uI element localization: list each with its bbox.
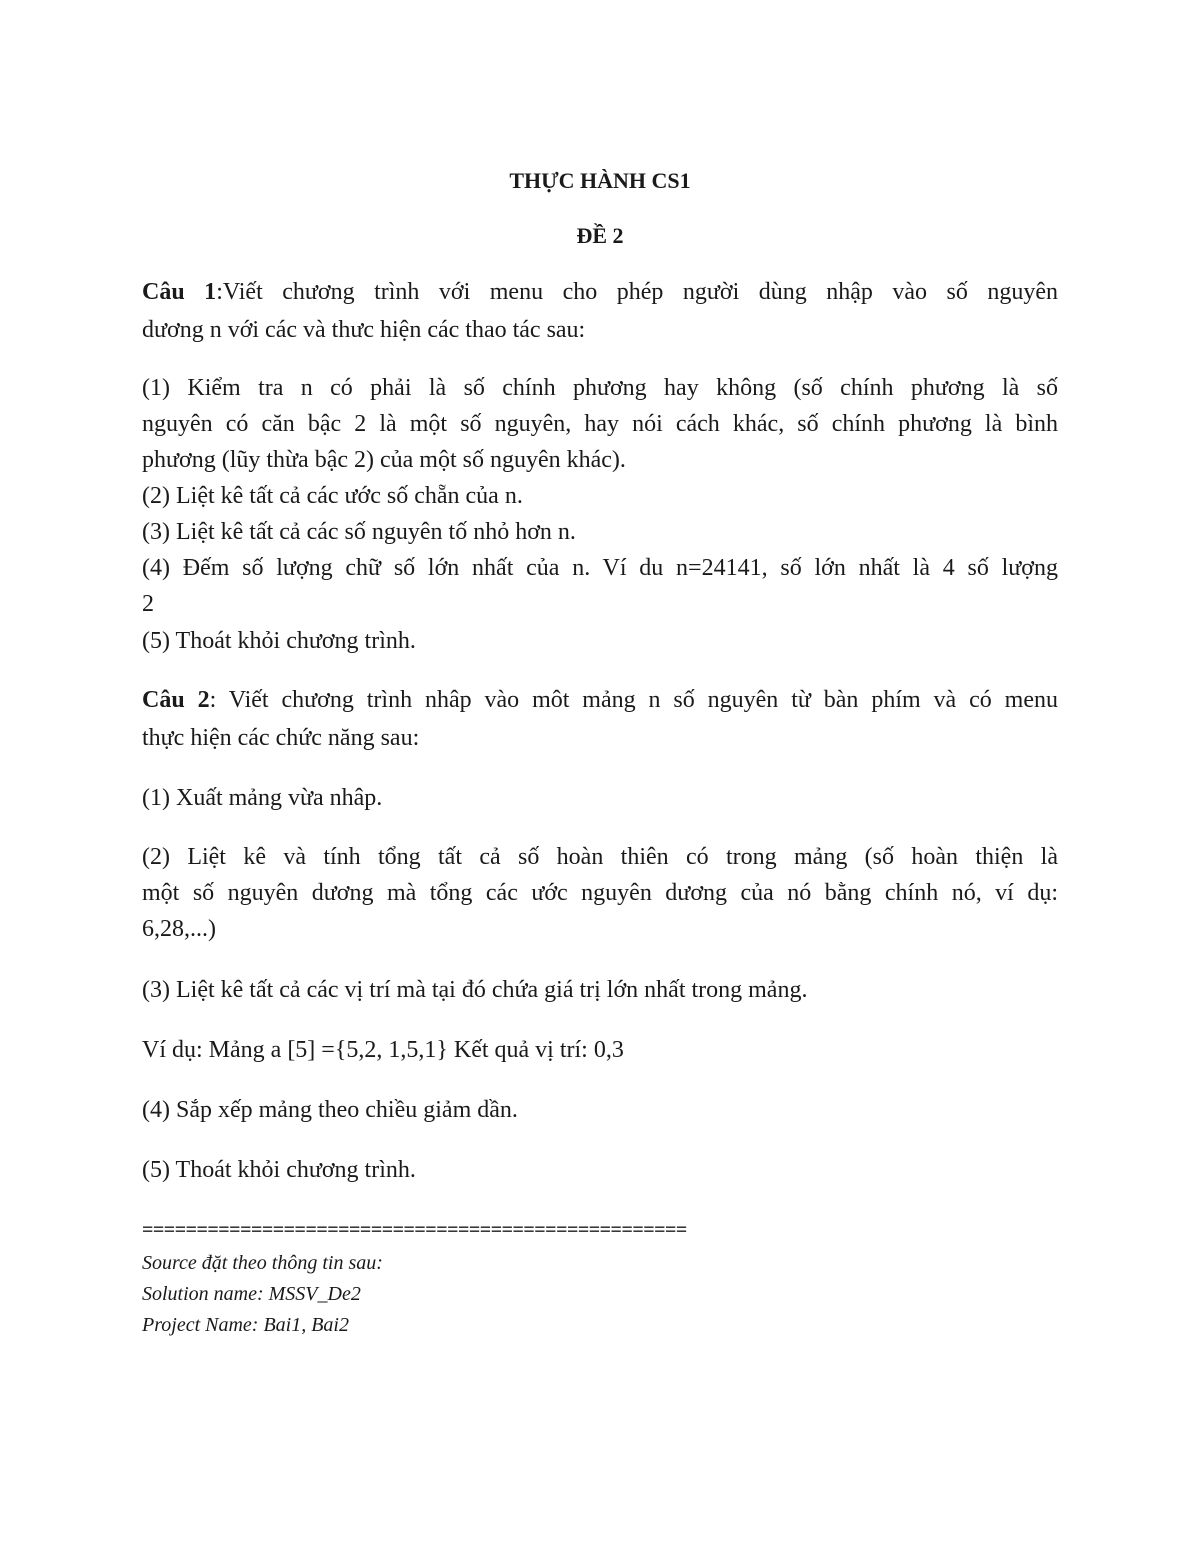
question1-intro-line1: Câu 1:Viết chương trình với menu cho phép người dùng nhập vào số nguyên: [142, 279, 1059, 305]
question2-label: Câu 2: [142, 687, 210, 713]
question2-intro-line2: thực hiện các chức năng sau:: [142, 725, 420, 751]
question1-item1-line2: nguyên có căn bậc 2 là một số nguyên, hay nói cách khác, số chính phương là bình: [142, 411, 1058, 437]
exam-number: ĐỀ 2: [576, 223, 624, 248]
source-note: Source đặt theo thông tin sau:: [142, 1252, 383, 1274]
question2-item5: (5) Thoát khỏi chương trình.: [142, 1157, 416, 1183]
question1-item4-line2: 2: [142, 591, 154, 617]
document-title: THỰC HÀNH CS1: [509, 168, 691, 193]
question2-item2-line3: 6,28,...): [142, 916, 216, 942]
question2-item3: (3) Liệt kê tất cả các vị trí mà tại đó chứa giá trị lớn nhất trong mảng.: [142, 977, 808, 1003]
project-name-note: Project Name: Bai1, Bai2: [142, 1314, 349, 1336]
question1-item5: (5) Thoát khỏi chương trình.: [142, 628, 416, 654]
question2-item2-line1: (2) Liệt kê và tính tổng tất cả số hoàn thiên có trong mảng (số hoàn thiện là: [142, 844, 1058, 870]
question1-item1-line1: (1) Kiểm tra n có phải là số chính phương hay không (số chính phương là số: [142, 375, 1058, 401]
question2-item1: (1) Xuất mảng vừa nhâp.: [142, 785, 383, 811]
solution-name-note: Solution name: MSSV_De2: [142, 1283, 361, 1305]
separator-line: ==================================================: [142, 1219, 687, 1241]
question1-item2: (2) Liệt kê tất cả các ước số chẵn của n.: [142, 483, 523, 509]
question1-intro-line2: dương n với các và thưc hiện các thao tác sau:: [142, 317, 586, 343]
question1-item1-line3: phương (lũy thừa bậc 2) của một số nguyên khác).: [142, 447, 626, 473]
question2-example: Ví dụ: Mảng a [5] ={5,2, 1,5,1} Kết quả vị trí: 0,3: [142, 1037, 624, 1063]
question2-item4: (4) Sắp xếp mảng theo chiều giảm dần.: [142, 1097, 518, 1123]
question1-label: Câu 1: [142, 279, 217, 305]
question2-intro-line1: Câu 2: Viết chương trình nhâp vào môt mảng n số nguyên từ bàn phím và có menu: [142, 687, 1058, 713]
question1-item4-line1: (4) Đếm số lượng chữ số lớn nhất của n. Ví du n=24141, số lớn nhất là 4 số lượng: [142, 555, 1058, 581]
question2-item2-line2: một số nguyên dương mà tổng các ước nguyên dương của nó bằng chính nó, ví dụ:: [142, 880, 1058, 906]
question1-item3: (3) Liệt kê tất cả các số nguyên tố nhỏ hơn n.: [142, 519, 576, 545]
